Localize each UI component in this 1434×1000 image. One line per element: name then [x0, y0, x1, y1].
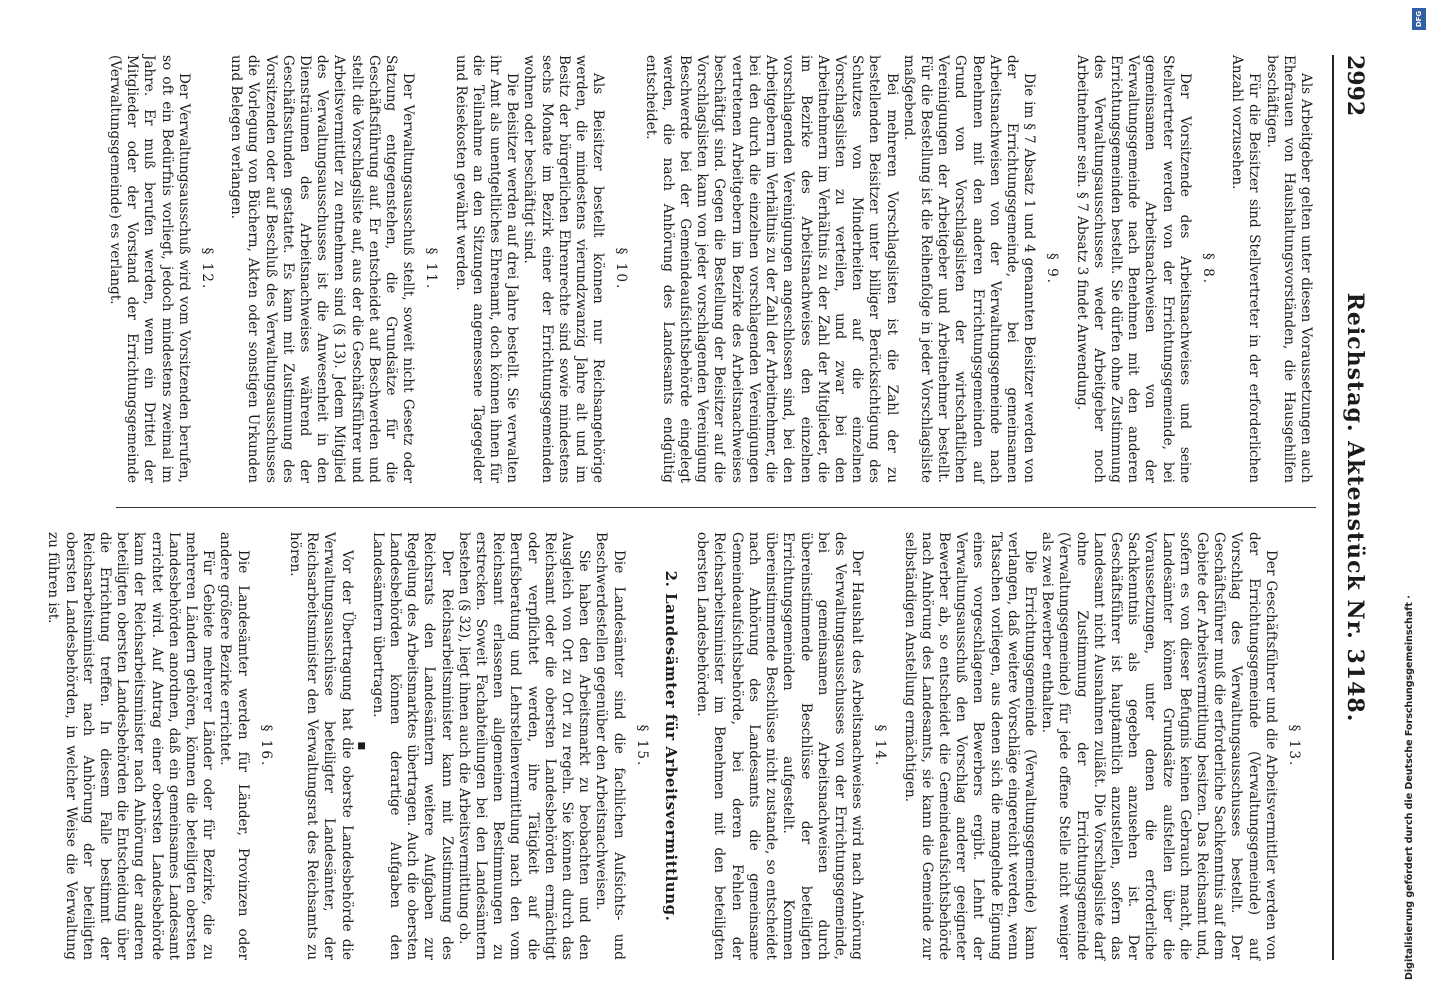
print-mark: ▪: [353, 741, 370, 751]
paragraph: Für Gebiete mehrerer Länder oder für Bezirke, die zu mehreren Ländern gehören, können die beteiligten obersten Landesbehörden anordnen, daß ein gemeinsames Landesamt errichtet wird. Auf Antrag einer obersten Landesbehörde kann der Reichsarbeitsminister nach Anhörung der anderen beteiligten obersten Landesbehörden die Entscheidung über die Errichtung treffen. In diesem Falle bestimmt der Reichsarbeitsminister nach Anhörung der beteiligten obersten Landesbehörden, in welcher Weise die Verwaltung zu führen ist.: [45, 532, 217, 960]
dfg-logo-text: DFG: [1415, 10, 1423, 28]
section-number: § 14.: [872, 724, 889, 768]
paragraph: Die Landesämter werden für Länder, Provinzen oder andere größere Bezirke errichtet.: [217, 532, 251, 960]
paragraph: Für die Beisitzer sind Stellvertreter in der erforderlichen Anzahl vorzusehen.: [1229, 55, 1263, 483]
paragraph: Der Verwaltungsausschuß wird vom Vorsitzenden berufen, so oft ein Bedürfnis vorliegt, jedoch mindestens zweimal im Jahre. Er muß berufen werden, wenn ein Drittel der Mitglieder oder der Vorstand der Errichtungsgemeinde (Verwaltungsgemeinde) es verlangt.: [107, 55, 192, 483]
paragraph: Der Verwaltungsausschuß stellt, soweit nicht Gesetz oder Satzung entgegenstehen, die Grundsätze für die Geschäftsführung auf. Er entscheidet auf Beschwerden und stellt die Vorschlagsliste auf, aus der die Geschäftsführer und Arbeitsvermittler zu entnehmen sind (§ 13). Jedem Mitglied des Verwaltungsausschusses ist die Anwesenheit in den Diensträumen des Arbeitsnachweises während der Geschäftsstunden gestattet. Es kann mit Zustimmung des Vorsitzenden oder auf Beschluß des Verwaltungsausschusses die Vorlegung von Büchern, Akten oder sonstigen Urkunden und Belegen verlangen.: [228, 55, 417, 483]
column-divider: [116, 507, 1316, 508]
section-heading: 2. Landesämter für Arbeitsvermittlung.: [662, 570, 681, 922]
document-page: [44, 55, 1374, 960]
paragraph: Der Haushalt des Arbeitsnachweises wird nach Anhörung des Verwaltungsausschusses von der Errichtungsgemeinde, bei gemeinsamen Arbeitsnachweisen durch übereinstimmende Beschlüsse der beteiligten Errichtungsgemeinden aufgestellt. Kommen übereinstimmende Beschlüsse nicht zustande, so entscheidet nach Anhörung des Landesamts die gemeinsame Gemeindeaufsichtsbehörde, bei deren Fehlen der Reichsarbeitsminister im Benehmen mit den beteiligten obersten Landesbehörden.: [694, 532, 866, 960]
running-title: Reichstag. Aktenstück Nr. 3148.: [1342, 292, 1368, 723]
page-number: 2992: [1342, 55, 1368, 117]
paragraph: Die im § 7 Absatz 1 und 4 genannten Beisitzer werden von der Errichtungsgemeinde, bei gemeinsamen Arbeitsnachweisen von der Verwaltungsgemeinde nach Benehmen mit den anderen Errichtungsgemeinden auf Grund von Vorschlagslisten der wirtschaftlichen Vereinigungen der Arbeitgeber und Arbeitnehmer bestellt. Für die Bestellung ist die Reihenfolge in jeder Vorschlagsliste maßgebend.: [900, 55, 1038, 483]
section-number: § 15.: [633, 724, 650, 768]
digitization-credit: [1404, 500, 1418, 980]
credit-text: Digitalisierung gefördert durch die Deutsche Forschungsgemeinschaft ·: [1404, 595, 1415, 980]
section-number: § 13.: [1286, 724, 1302, 768]
page-header: [1332, 55, 1374, 960]
section-number: § 8.: [1199, 252, 1216, 286]
paragraph: Die Beisitzer werden auf drei Jahre bestellt. Sie verwalten ihr Amt als unentgeltliches Ehrenamt, doch können ihnen für die Teilnahme an den Sitzungen angemessene Tagegelder und Reisekosten gewährt werden.: [452, 55, 521, 483]
paragraph: Bei mehreren Vorschlagslisten ist die Zahl der zu bestellenden Beisitzer unter billiger Berücksichtigung des Schutzes von Minderheiten auf die einzelnen Vorschlagslisten zu verteilen, und zwar bei den Arbeitnehmern im Verhältnis zu der Zahl der Mitglieder, die im Bezirke des Arbeitsnachweises den einzelnen vorschlagenden Vereinigungen angeschlossen sind, bei den Arbeitgebern im Verhältnis zu der Zahl der Arbeitnehmer, die bei den durch die einzelnen vorschlagenden Vereinigungen vertretenen Arbeitgebern im Bezirke des Arbeitsnachweises beschäftigt sind. Gegen die Bestellung der Beisitzer auf die Vorschlagslisten kann von jeder vorschlagenden Vereinigung Beschwerde bei der Gemeindeaufsichtsbehörde eingelegt werden, die nach Anhörung des Landesamts endgültig entscheidet.: [642, 55, 900, 483]
paragraph: Die Errichtungsgemeinde (Verwaltungsgemeinde) kann verlangen, daß weitere Vorschläge eingereicht werden, wenn Tatsachen vorliegen, aus denen sich die mangelnde Eignung eines vorgeschlagenen Bewerbers ergibt. Lehnt der Verwaltungsausschuß den Vorschlag anderer geeigneter Bewerber ab, so entscheidet die Gemeindeaufsichtsbehörde nach Anhörung des Landesamts, sie kann die Gemeinde zur selbständigen Anstellung ermächtigen.: [901, 532, 1038, 960]
paragraph: Der Vorsitzende des Arbeitsnachweises und seine Stellvertreter werden von der Errichtungsgemeinde, bei gemeinsamen Arbeitsnachweisen von der Verwaltungsgemeinde nach Benehmen mit den anderen Errichtungsgemeinden bestellt. Sie dürfen ohne Zustimmung des Verwaltungsausschusses weder Arbeitgeber noch Arbeitnehmer sein. § 7 Absatz 3 findet Anwendung.: [1073, 55, 1193, 483]
right-column: [45, 532, 1314, 960]
left-column: [54, 55, 1314, 483]
paragraph: Als Beisitzer bestellt können nur Reichsangehörige werden, die mindestens vierundzwanzig Jahre alt und im Besitz der bürgerlichen Ehrenrechte sind sowie mindestens sechs Monate im Bezirk einer der Errichtungsgemeinden wohnen oder beschäftigt sind.: [521, 55, 607, 483]
paragraph: Vor der Übertragung hat die oberste Landesbehörde die Verwaltungsausschüsse beteiligter Landesämter, der Reichsarbeitsminister den Verwaltungsrat des Reichsamts zu hören.: [287, 532, 355, 960]
section-number: § 10.: [613, 247, 630, 291]
section-number: § 12.: [199, 247, 216, 291]
paragraph: Sie haben den Arbeitsmarkt zu beobachten und den Ausgleich von Ort zu Ort zu regeln. Sie können durch das Reichsamt oder die obersten Landesbehörden ermächtigt oder verpflichtet werden, ihre Tätigkeit auf die Berufsberatung und Lehrstellenvermittlung nach den vom Reichsamt erlassenen allgemeinen Bestimmungen zu erstrecken. Soweit Fachabteilungen bei den Landesämtern bestehen (§ 32), liegt ihnen auch die Arbeitsvermittlung ob.: [455, 532, 593, 960]
section-number: § 16.: [257, 724, 274, 768]
section-number: § 11.: [423, 247, 440, 291]
paragraph: Der Geschäftsführer und die Arbeitsvermittler werden von der Errichtungsgemeinde (Verwaltungsgemeinde) auf Vorschlag des Verwaltungsausschusses bestellt. Der Geschäftsführer muß die erforderliche Sachkenntnis auf dem Gebiete der Arbeitsvermittlung besitzen. Das Reichsamt und, sofern es von dieser Befugnis keinen Gebrauch macht, die Landesämter können Grundsätze aufstellen über die Voraussetzungen, unter denen die erforderliche Sachkenntnis als gegeben anzusehen ist. Der Geschäftsführer ist hauptamtlich anzustellen, sofern das Landesamt nicht Ausnahmen zuläßt. Die Vorschlagsliste darf ohne Zustimmung der Errichtungsgemeinde (Verwaltungsgemeinde) für jede offene Stelle nicht weniger als zwei Bewerber enthalten.: [1039, 532, 1279, 960]
dfg-logo: [1412, 8, 1426, 30]
section-number: § 9.: [1044, 252, 1061, 286]
paragraph: Der Reichsarbeitsminister kann mit Zustimmung des Reichsrats den Landesämtern weitere Aufgaben zur Regelung des Arbeitsmarktes übertragen. Auch die obersten Landesbehörden können derartige Aufgaben den Landesämtern übertragen.: [369, 532, 455, 960]
paragraph: Die Landesämter sind die fachlichen Aufsichts- und Beschwerdestellen gegenüber den Arbeitsnachweisen.: [593, 532, 627, 960]
paragraph: Als Arbeitgeber gelten unter diesen Voraussetzungen auch Ehefrauen von Haushaltungsvorständen, die Hausgehilfen beschäftigen.: [1263, 55, 1314, 483]
